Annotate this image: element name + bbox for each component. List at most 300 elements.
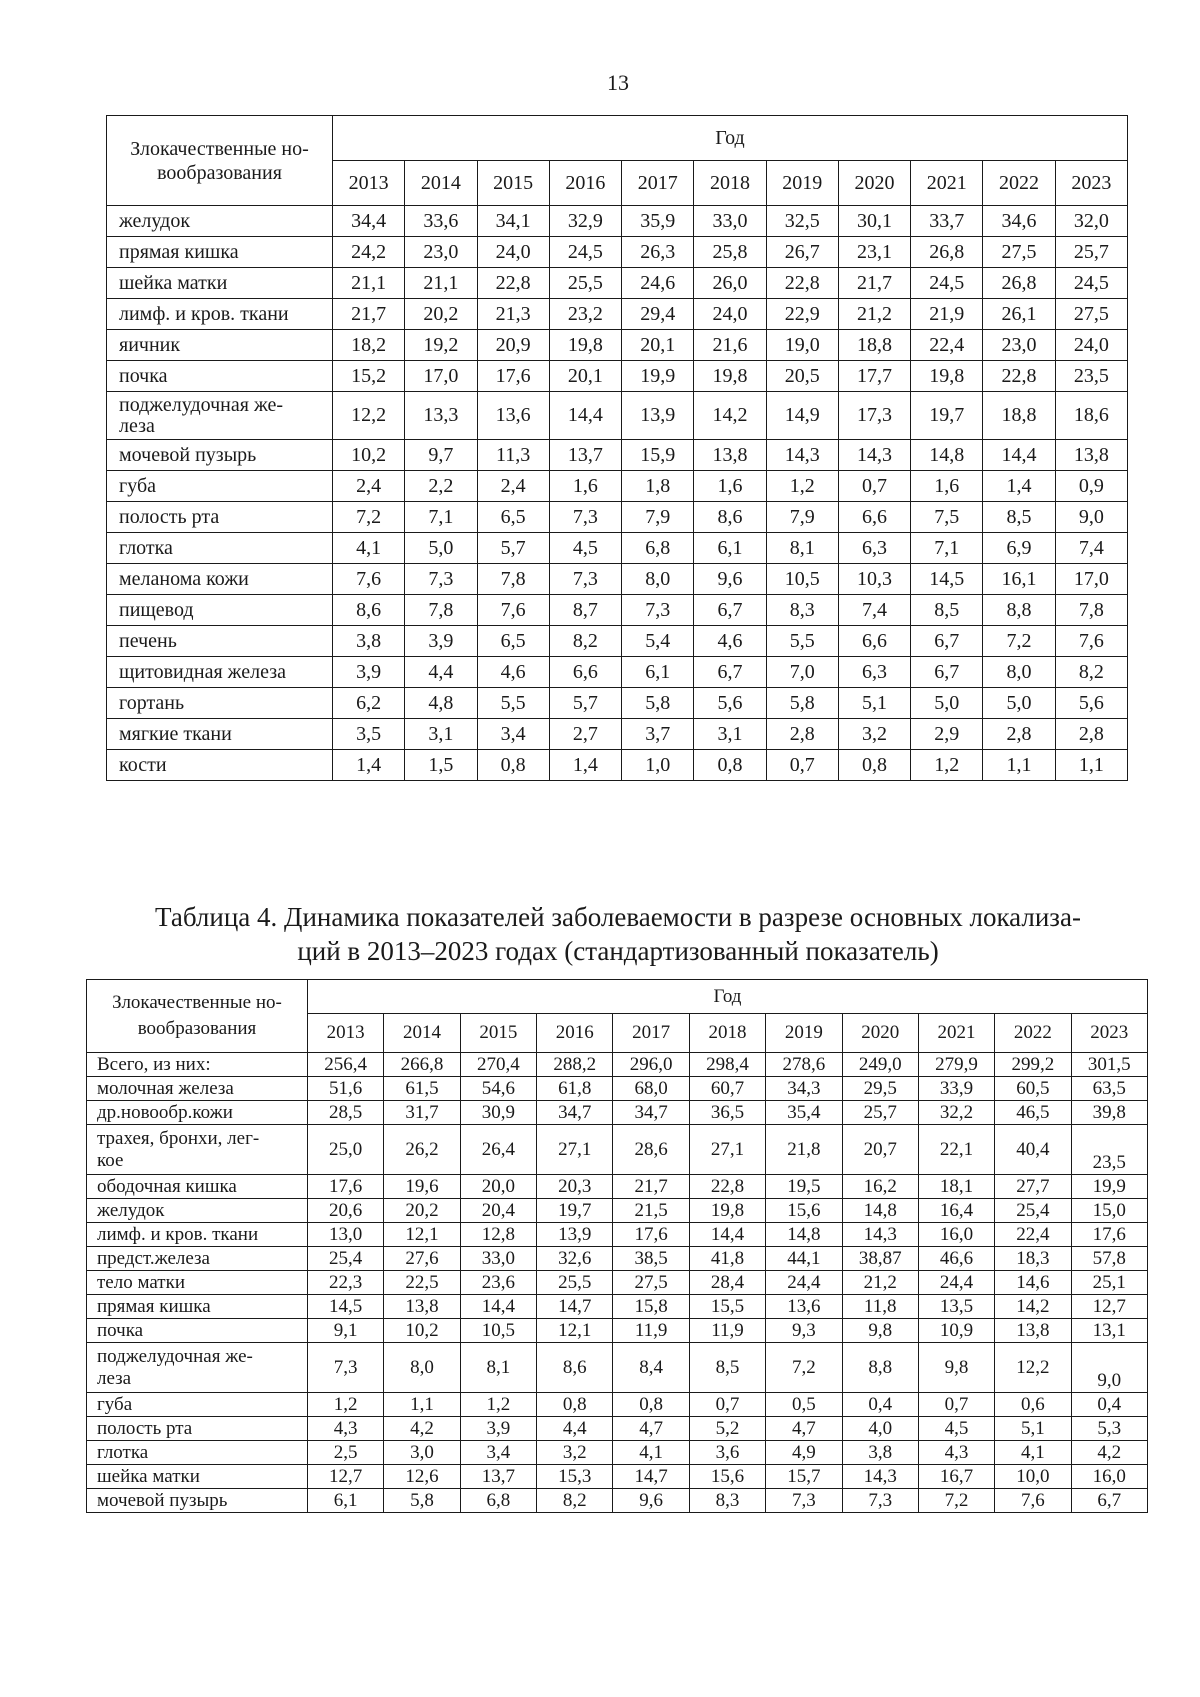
- table-row: [107, 330, 1128, 361]
- year-header: 2021: [918, 1014, 994, 1053]
- table-row: [107, 564, 1128, 595]
- value-cell: 21,8: [766, 1125, 842, 1175]
- value-cell: 19,8: [911, 361, 983, 392]
- value-cell: 3,2: [838, 719, 910, 750]
- row-label: прямая кишка: [107, 237, 333, 268]
- year-header: 2022: [983, 161, 1055, 206]
- value-cell: 3,0: [384, 1441, 460, 1465]
- value-cell: 13,6: [477, 392, 549, 440]
- value-cell: 19,8: [689, 1199, 765, 1223]
- value-cell: 14,2: [694, 392, 766, 440]
- value-cell: 28,4: [689, 1271, 765, 1295]
- value-cell: 7,0: [766, 657, 838, 688]
- value-cell: 14,4: [549, 392, 621, 440]
- value-cell: 29,5: [842, 1077, 918, 1101]
- row-label: полость рта: [107, 502, 333, 533]
- value-cell: 5,8: [766, 688, 838, 719]
- value-cell: 6,8: [622, 533, 694, 564]
- value-cell: 296,0: [613, 1053, 689, 1077]
- value-cell: 17,0: [1055, 564, 1127, 595]
- value-cell: 7,3: [405, 564, 477, 595]
- row-label: мочевой пузырь: [107, 440, 333, 471]
- value-cell: 7,6: [477, 595, 549, 626]
- value-cell: 2,2: [405, 471, 477, 502]
- incidence-table-continued: [106, 115, 1128, 781]
- year-header: 2015: [460, 1014, 536, 1053]
- value-cell: 16,4: [918, 1199, 994, 1223]
- value-cell: 14,3: [838, 440, 910, 471]
- value-cell: 33,7: [911, 206, 983, 237]
- value-cell: 288,2: [537, 1053, 613, 1077]
- year-header: 2013: [333, 161, 405, 206]
- value-cell: 1,6: [694, 471, 766, 502]
- value-cell: 6,5: [477, 626, 549, 657]
- row-label: меланома кожи: [107, 564, 333, 595]
- value-cell: 25,4: [308, 1247, 384, 1271]
- value-cell: 5,1: [838, 688, 910, 719]
- value-cell: 21,3: [477, 299, 549, 330]
- value-cell: 8,5: [911, 595, 983, 626]
- row-label: кости: [107, 750, 333, 781]
- value-cell: 19,5: [766, 1175, 842, 1199]
- value-cell: 19,9: [622, 361, 694, 392]
- value-cell: 21,7: [333, 299, 405, 330]
- table-row: [87, 1393, 1148, 1417]
- value-cell: 36,5: [689, 1101, 765, 1125]
- value-cell: 25,8: [694, 237, 766, 268]
- value-cell: 8,1: [460, 1343, 536, 1393]
- value-cell: 7,8: [477, 564, 549, 595]
- value-cell: 17,3: [838, 392, 910, 440]
- value-cell: 6,7: [694, 595, 766, 626]
- value-cell: 7,3: [622, 595, 694, 626]
- value-cell: 21,5: [613, 1199, 689, 1223]
- value-cell: 18,8: [838, 330, 910, 361]
- value-cell: 28,6: [613, 1125, 689, 1175]
- value-cell: 25,5: [537, 1271, 613, 1295]
- table2-body: [87, 1053, 1148, 1513]
- value-cell: 6,1: [308, 1489, 384, 1513]
- value-cell: 13,1: [1071, 1319, 1147, 1343]
- value-cell: 8,8: [842, 1343, 918, 1393]
- value-cell: 9,8: [842, 1319, 918, 1343]
- value-cell: 14,6: [995, 1271, 1071, 1295]
- value-cell: 14,8: [766, 1223, 842, 1247]
- value-cell: 14,4: [689, 1223, 765, 1247]
- value-cell: 13,5: [918, 1295, 994, 1319]
- value-cell: 3,9: [333, 657, 405, 688]
- value-cell: 12,6: [384, 1465, 460, 1489]
- value-cell: 27,5: [613, 1271, 689, 1295]
- value-cell: 3,2: [537, 1441, 613, 1465]
- value-cell: 19,7: [537, 1199, 613, 1223]
- value-cell: 19,9: [1071, 1175, 1147, 1199]
- value-cell: 15,8: [613, 1295, 689, 1319]
- value-cell: 9,1: [308, 1319, 384, 1343]
- value-cell: 298,4: [689, 1053, 765, 1077]
- value-cell: 11,9: [613, 1319, 689, 1343]
- value-cell: 15,6: [766, 1199, 842, 1223]
- value-cell: 9,0: [1055, 502, 1127, 533]
- value-cell: 19,6: [384, 1175, 460, 1199]
- value-cell: 24,4: [766, 1271, 842, 1295]
- value-cell: 25,4: [995, 1199, 1071, 1223]
- value-cell: 19,0: [766, 330, 838, 361]
- value-cell: 3,8: [842, 1441, 918, 1465]
- value-cell: 13,7: [549, 440, 621, 471]
- year-header: 2020: [838, 161, 910, 206]
- value-cell: 6,7: [911, 626, 983, 657]
- value-cell: 8,7: [549, 595, 621, 626]
- table2-header-title-line2: вообразования: [137, 1018, 257, 1039]
- row-label: трахея, бронхи, лег- кое: [87, 1125, 308, 1175]
- value-cell: 16,7: [918, 1465, 994, 1489]
- value-cell: 4,2: [1071, 1441, 1147, 1465]
- table1-year-group-header: Год: [333, 116, 1128, 161]
- value-cell: 6,7: [911, 657, 983, 688]
- value-cell: 0,7: [766, 750, 838, 781]
- value-cell: 0,8: [838, 750, 910, 781]
- value-cell: 7,3: [549, 564, 621, 595]
- row-label: др.новообр.кожи: [87, 1101, 308, 1125]
- value-cell: 1,0: [622, 750, 694, 781]
- value-cell: 44,1: [766, 1247, 842, 1271]
- value-cell: 20,2: [405, 299, 477, 330]
- value-cell: 2,7: [549, 719, 621, 750]
- value-cell: 39,8: [1071, 1101, 1147, 1125]
- value-cell: 4,0: [842, 1417, 918, 1441]
- value-cell: 9,8: [918, 1343, 994, 1393]
- value-cell: 5,5: [477, 688, 549, 719]
- value-cell: 15,6: [689, 1465, 765, 1489]
- value-cell: 14,9: [766, 392, 838, 440]
- table-row: [107, 237, 1128, 268]
- value-cell: 299,2: [995, 1053, 1071, 1077]
- value-cell: 34,4: [333, 206, 405, 237]
- value-cell: 6,1: [694, 533, 766, 564]
- value-cell: 33,9: [918, 1077, 994, 1101]
- value-cell: 18,8: [983, 392, 1055, 440]
- value-cell: 27,5: [1055, 299, 1127, 330]
- row-label: почка: [107, 361, 333, 392]
- value-cell: 9,6: [694, 564, 766, 595]
- value-cell: 7,6: [333, 564, 405, 595]
- value-cell: 26,8: [983, 268, 1055, 299]
- value-cell: 7,1: [405, 502, 477, 533]
- value-cell: 6,9: [983, 533, 1055, 564]
- value-cell: 27,5: [983, 237, 1055, 268]
- row-label: тело матки: [87, 1271, 308, 1295]
- year-header: 2016: [537, 1014, 613, 1053]
- row-label: ободочная кишка: [87, 1175, 308, 1199]
- value-cell: 8,3: [766, 595, 838, 626]
- value-cell: 32,6: [537, 1247, 613, 1271]
- value-cell: 20,7: [842, 1125, 918, 1175]
- value-cell: 22,1: [918, 1125, 994, 1175]
- value-cell: 35,4: [766, 1101, 842, 1125]
- value-cell: 38,5: [613, 1247, 689, 1271]
- value-cell: 8,1: [766, 533, 838, 564]
- value-cell: 38,87: [842, 1247, 918, 1271]
- value-cell: 46,5: [995, 1101, 1071, 1125]
- value-cell: 26,2: [384, 1125, 460, 1175]
- row-label: лимф. и кров. ткани: [107, 299, 333, 330]
- value-cell: 14,7: [537, 1295, 613, 1319]
- value-cell: 22,9: [766, 299, 838, 330]
- value-cell: 22,4: [911, 330, 983, 361]
- value-cell: 8,4: [613, 1343, 689, 1393]
- table-row: [87, 1125, 1148, 1175]
- value-cell: 7,2: [766, 1343, 842, 1393]
- value-cell: 266,8: [384, 1053, 460, 1077]
- table2-header-title-line1: Злокачественные но-: [112, 992, 282, 1013]
- value-cell: 7,3: [308, 1343, 384, 1393]
- table-row: [107, 750, 1128, 781]
- year-header: 2014: [405, 161, 477, 206]
- year-header: 2023: [1055, 161, 1127, 206]
- value-cell: 8,6: [694, 502, 766, 533]
- value-cell: 24,5: [549, 237, 621, 268]
- table-row: [107, 502, 1128, 533]
- value-cell: 23,6: [460, 1271, 536, 1295]
- value-cell: 1,8: [622, 471, 694, 502]
- value-cell: 6,3: [838, 657, 910, 688]
- value-cell: 26,3: [622, 237, 694, 268]
- year-header: 2018: [689, 1014, 765, 1053]
- table-row: [87, 1101, 1148, 1125]
- value-cell: 5,7: [549, 688, 621, 719]
- value-cell: 6,5: [477, 502, 549, 533]
- value-cell: 3,9: [405, 626, 477, 657]
- value-cell: 3,4: [460, 1441, 536, 1465]
- value-cell: 14,7: [613, 1465, 689, 1489]
- value-cell: 7,9: [766, 502, 838, 533]
- table-row: [87, 1343, 1148, 1393]
- value-cell: 17,6: [1071, 1223, 1147, 1247]
- value-cell: 8,2: [1055, 657, 1127, 688]
- value-cell: 10,5: [460, 1319, 536, 1343]
- value-cell: 13,6: [766, 1295, 842, 1319]
- value-cell: 24,0: [477, 237, 549, 268]
- value-cell: 9,3: [766, 1319, 842, 1343]
- value-cell: 54,6: [460, 1077, 536, 1101]
- value-cell: 34,1: [477, 206, 549, 237]
- value-cell: 14,5: [308, 1295, 384, 1319]
- value-cell: 21,1: [405, 268, 477, 299]
- value-cell: 20,6: [308, 1199, 384, 1223]
- value-cell: 4,5: [549, 533, 621, 564]
- value-cell: 30,1: [838, 206, 910, 237]
- value-cell: 27,7: [995, 1175, 1071, 1199]
- value-cell: 31,7: [384, 1101, 460, 1125]
- row-label: предст.железа: [87, 1247, 308, 1271]
- value-cell: 2,8: [1055, 719, 1127, 750]
- year-header: 2020: [842, 1014, 918, 1053]
- value-cell: 25,7: [1055, 237, 1127, 268]
- table-row: [87, 1077, 1148, 1101]
- value-cell: 6,6: [549, 657, 621, 688]
- value-cell: 22,3: [308, 1271, 384, 1295]
- value-cell: 12,2: [333, 392, 405, 440]
- value-cell: 13,7: [460, 1465, 536, 1489]
- value-cell: 278,6: [766, 1053, 842, 1077]
- year-header: 2019: [766, 161, 838, 206]
- table-row: [107, 361, 1128, 392]
- value-cell: 10,9: [918, 1319, 994, 1343]
- value-cell: 6,2: [333, 688, 405, 719]
- value-cell: 7,6: [1055, 626, 1127, 657]
- value-cell: 5,8: [622, 688, 694, 719]
- value-cell: 23,5: [1055, 361, 1127, 392]
- value-cell: 4,6: [694, 626, 766, 657]
- value-cell: 4,3: [308, 1417, 384, 1441]
- value-cell: 21,9: [911, 299, 983, 330]
- value-cell: 4,4: [405, 657, 477, 688]
- value-cell: 24,4: [918, 1271, 994, 1295]
- value-cell: 2,4: [477, 471, 549, 502]
- value-cell: 8,2: [537, 1489, 613, 1513]
- table-row: [87, 1441, 1148, 1465]
- value-cell: 23,5: [1071, 1125, 1147, 1175]
- value-cell: 24,2: [333, 237, 405, 268]
- value-cell: 25,7: [842, 1101, 918, 1125]
- value-cell: 21,2: [842, 1271, 918, 1295]
- value-cell: 5,7: [477, 533, 549, 564]
- table-row: [107, 595, 1128, 626]
- value-cell: 2,4: [333, 471, 405, 502]
- value-cell: 7,1: [911, 533, 983, 564]
- value-cell: 5,8: [384, 1489, 460, 1513]
- year-header: 2019: [766, 1014, 842, 1053]
- table4-caption: [60, 900, 1176, 968]
- value-cell: 20,4: [460, 1199, 536, 1223]
- value-cell: 18,2: [333, 330, 405, 361]
- value-cell: 12,7: [1071, 1295, 1147, 1319]
- row-label: полость рта: [87, 1417, 308, 1441]
- table-row: [87, 1465, 1148, 1489]
- value-cell: 21,1: [333, 268, 405, 299]
- value-cell: 12,1: [384, 1223, 460, 1247]
- value-cell: 17,0: [405, 361, 477, 392]
- value-cell: 16,0: [918, 1223, 994, 1247]
- value-cell: 256,4: [308, 1053, 384, 1077]
- year-header: 2017: [622, 161, 694, 206]
- value-cell: 19,2: [405, 330, 477, 361]
- value-cell: 7,2: [983, 626, 1055, 657]
- table-row: [87, 1175, 1148, 1199]
- value-cell: 5,2: [689, 1417, 765, 1441]
- value-cell: 41,8: [689, 1247, 765, 1271]
- value-cell: 5,1: [995, 1417, 1071, 1441]
- value-cell: 4,3: [918, 1441, 994, 1465]
- value-cell: 18,3: [995, 1247, 1071, 1271]
- value-cell: 26,0: [694, 268, 766, 299]
- value-cell: 14,3: [766, 440, 838, 471]
- value-cell: 21,7: [838, 268, 910, 299]
- row-label: лимф. и кров. ткани: [87, 1223, 308, 1247]
- value-cell: 26,8: [911, 237, 983, 268]
- value-cell: 0,8: [537, 1393, 613, 1417]
- value-cell: 2,8: [983, 719, 1055, 750]
- value-cell: 8,5: [983, 502, 1055, 533]
- value-cell: 13,0: [308, 1223, 384, 1247]
- row-label: желудок: [87, 1199, 308, 1223]
- value-cell: 5,0: [911, 688, 983, 719]
- value-cell: 0,9: [1055, 471, 1127, 502]
- value-cell: 4,4: [537, 1417, 613, 1441]
- value-cell: 23,2: [549, 299, 621, 330]
- value-cell: 7,2: [333, 502, 405, 533]
- row-label: щитовидная железа: [107, 657, 333, 688]
- value-cell: 3,8: [333, 626, 405, 657]
- value-cell: 0,6: [995, 1393, 1071, 1417]
- value-cell: 17,6: [308, 1175, 384, 1199]
- table-row: [107, 471, 1128, 502]
- value-cell: 16,0: [1071, 1465, 1147, 1489]
- value-cell: 4,8: [405, 688, 477, 719]
- table-row: [87, 1199, 1148, 1223]
- table-row: [87, 1319, 1148, 1343]
- value-cell: 11,3: [477, 440, 549, 471]
- year-header: 2014: [384, 1014, 460, 1053]
- value-cell: 0,7: [838, 471, 910, 502]
- value-cell: 21,7: [613, 1175, 689, 1199]
- value-cell: 27,6: [384, 1247, 460, 1271]
- value-cell: 24,5: [1055, 268, 1127, 299]
- value-cell: 3,4: [477, 719, 549, 750]
- value-cell: 2,5: [308, 1441, 384, 1465]
- value-cell: 12,1: [537, 1319, 613, 1343]
- row-label: поджелудочная же- леза: [107, 392, 333, 440]
- value-cell: 8,6: [537, 1343, 613, 1393]
- value-cell: 7,9: [622, 502, 694, 533]
- value-cell: 10,0: [995, 1465, 1071, 1489]
- row-label: яичник: [107, 330, 333, 361]
- table2-year-group-header: Год: [308, 980, 1148, 1014]
- value-cell: 13,9: [622, 392, 694, 440]
- value-cell: 22,4: [995, 1223, 1071, 1247]
- value-cell: 19,7: [911, 392, 983, 440]
- value-cell: 301,5: [1071, 1053, 1147, 1077]
- value-cell: 29,4: [622, 299, 694, 330]
- row-label: шейка матки: [87, 1465, 308, 1489]
- value-cell: 3,1: [694, 719, 766, 750]
- value-cell: 8,5: [689, 1343, 765, 1393]
- value-cell: 6,1: [622, 657, 694, 688]
- value-cell: 23,0: [405, 237, 477, 268]
- table-row: [107, 657, 1128, 688]
- value-cell: 14,5: [911, 564, 983, 595]
- value-cell: 0,4: [1071, 1393, 1147, 1417]
- row-label: желудок: [107, 206, 333, 237]
- value-cell: 3,5: [333, 719, 405, 750]
- value-cell: 0,5: [766, 1393, 842, 1417]
- value-cell: 23,1: [838, 237, 910, 268]
- row-label: глотка: [87, 1441, 308, 1465]
- row-label: молочная железа: [87, 1077, 308, 1101]
- value-cell: 20,1: [549, 361, 621, 392]
- year-header: 2017: [613, 1014, 689, 1053]
- value-cell: 25,5: [549, 268, 621, 299]
- value-cell: 12,2: [995, 1343, 1071, 1393]
- value-cell: 32,5: [766, 206, 838, 237]
- value-cell: 13,3: [405, 392, 477, 440]
- row-label: Всего, из них:: [87, 1053, 308, 1077]
- year-header: 2021: [911, 161, 983, 206]
- value-cell: 4,2: [384, 1417, 460, 1441]
- value-cell: 1,4: [983, 471, 1055, 502]
- value-cell: 19,8: [549, 330, 621, 361]
